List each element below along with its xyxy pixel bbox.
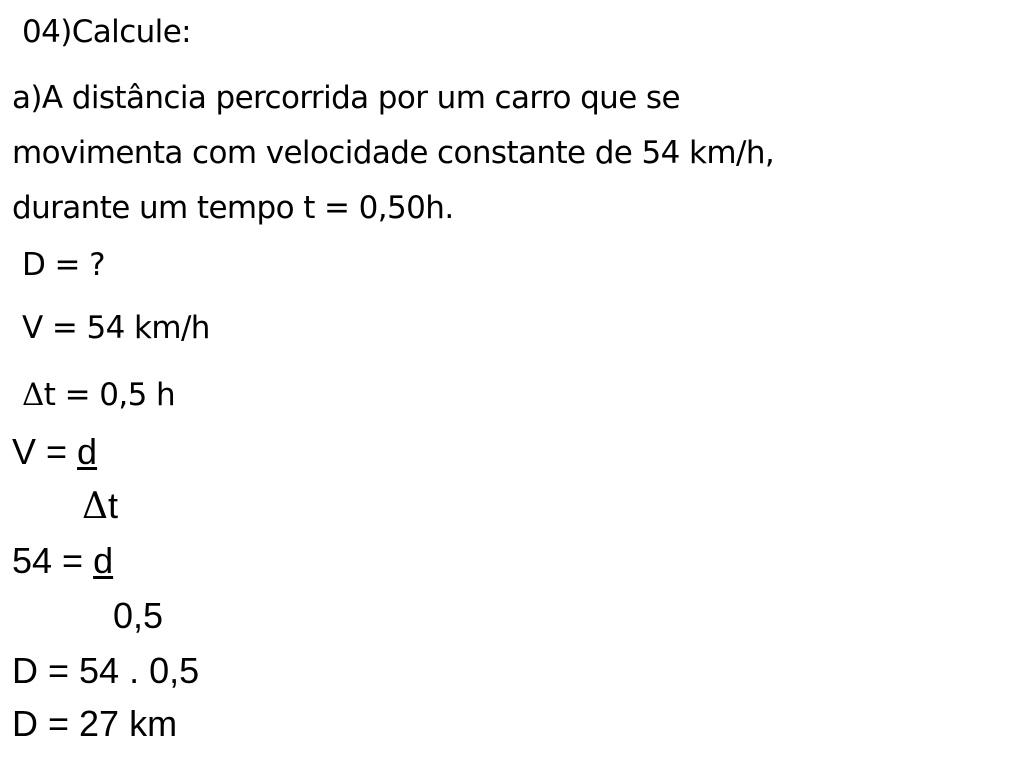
substitution-denominator: 0,5 <box>113 595 164 636</box>
formula-numerator-line <box>12 431 98 472</box>
exercise-heading: 04)Calcule: <box>22 14 192 50</box>
formula-lhs: V <box>12 431 37 472</box>
delta-symbol: Δ <box>22 377 44 413</box>
formula-numerator: d <box>77 431 98 472</box>
final-result: D = 27 km <box>12 703 178 744</box>
formula-denominator <box>82 485 119 527</box>
substitution-numerator-line <box>12 540 114 581</box>
formula-equals: = <box>36 431 78 472</box>
substitution-lhs: 54 = <box>12 540 94 581</box>
question-line-3: durante um tempo t = 0,50h. <box>12 190 454 226</box>
delta-symbol: Δ <box>82 486 108 527</box>
formula-denominator-text: t <box>108 485 119 526</box>
question-line-2: movimenta com velocidade constante de 54 km/h, <box>12 135 775 171</box>
given-time <box>22 377 176 413</box>
calculation-step: D = 54 . 0,5 <box>12 650 200 691</box>
given-velocity: V = 54 km/h <box>22 310 210 346</box>
given-time-text: t = 0,5 h <box>43 377 176 413</box>
substitution-numerator: d <box>93 540 114 581</box>
question-line-1: a)A distância percorrida por um carro que se <box>12 80 680 116</box>
given-distance: D = ? <box>22 247 106 283</box>
